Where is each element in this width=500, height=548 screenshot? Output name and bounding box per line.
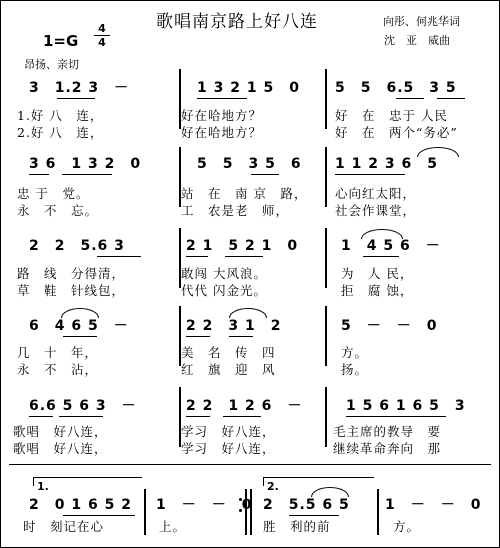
lyric-line-verse-2: 草 鞋 针线包， bbox=[17, 283, 126, 298]
notation-measure: 3 1.2 3 － bbox=[29, 80, 130, 96]
notation-measure: 2 2 3 1 2 bbox=[186, 318, 282, 334]
notation-measure: 1 1 2 3 6 5 bbox=[335, 156, 438, 172]
lyric-line-verse-2: 代代 闪金光。 bbox=[181, 283, 267, 298]
notation-measure: 1 5 6 1 6 5 3 bbox=[346, 398, 466, 414]
first-ending-number: 1. bbox=[37, 480, 49, 493]
second-ending-number: 2. bbox=[267, 480, 279, 493]
lyric-line: 胜 利的前 bbox=[263, 519, 331, 534]
lyric-line-verse-1: 好在哈地方？ bbox=[181, 108, 263, 123]
tie-mark bbox=[417, 147, 459, 157]
lyric-line-verse-1: 为 人 民， bbox=[341, 266, 414, 281]
lyric-line-verse-2: 好在哈地方？ bbox=[181, 125, 263, 140]
lyric-line-verse-2: 工 农是老 师， bbox=[181, 203, 290, 218]
barline bbox=[377, 489, 379, 535]
composer-credit: 沈 亚 威曲 bbox=[384, 34, 450, 47]
lyric-line-verse-1: 站 在 南 京 路， bbox=[181, 186, 308, 201]
lyric-line-verse-1: 1.好 八 连， bbox=[17, 108, 104, 123]
lyric-line: 方。 bbox=[393, 519, 421, 534]
tie-mark bbox=[229, 308, 267, 318]
song-title: 歌唱南京路上好八连 bbox=[156, 12, 318, 32]
performance-style: 昂扬、亲切 bbox=[24, 58, 79, 71]
lyric-line: 时 刻记在心 bbox=[23, 519, 105, 534]
key-signature: 1=G bbox=[43, 32, 79, 50]
lyric-line-verse-1: 学习 好八连， bbox=[181, 424, 276, 439]
lyric-line-verse-1: 好 在 忠于 人民 bbox=[335, 108, 448, 123]
lyric-line-verse-1: 方。 bbox=[341, 345, 369, 360]
barline bbox=[325, 387, 327, 447]
lyric-line-verse-1: 美 名 传 四 bbox=[181, 345, 276, 360]
lyric-line-verse-2: 继续革命奔向 那 bbox=[333, 441, 442, 456]
time-signature bbox=[94, 23, 110, 48]
notation-measure: 5 5 6.5 3 5 bbox=[335, 80, 457, 96]
lyric-line-verse-2: 歌唱 好八连， bbox=[13, 441, 108, 456]
divider bbox=[9, 464, 491, 465]
notation-measure: 1 － － 0 bbox=[156, 497, 253, 513]
notation-measure: 2 5.5 6 5 bbox=[263, 497, 350, 513]
lyric-line-verse-1: 心向红太阳， bbox=[335, 186, 417, 201]
notation-measure: 5 5 3 5 6 bbox=[197, 156, 302, 172]
tie-mark bbox=[311, 487, 349, 497]
lyric-line-verse-2: 社会作课堂， bbox=[335, 203, 417, 218]
lyric-line-verse-2: 永 不 忘。 bbox=[17, 203, 99, 218]
notation-measure: 6 4 6 5 － bbox=[29, 318, 129, 334]
barline bbox=[144, 489, 146, 535]
lyric-line-verse-2: 学习 好八连， bbox=[181, 441, 276, 456]
lyric-line-verse-1: 敢闯 大风浪。 bbox=[181, 266, 267, 281]
tie-mark bbox=[361, 229, 403, 239]
notation-measure: 2 2 1 2 6 － bbox=[186, 398, 303, 414]
notation-measure: 2 1 5 2 1 0 bbox=[186, 238, 299, 254]
barline bbox=[325, 306, 327, 366]
barline bbox=[325, 69, 327, 129]
tie-mark bbox=[61, 308, 99, 318]
lyric-line-verse-1: 歌唱 好八连， bbox=[13, 424, 108, 439]
lyric-line-verse-2: 红 旗 迎 风 bbox=[181, 362, 276, 377]
first-ending-bracket bbox=[33, 477, 142, 486]
notation-measure: 2 0 1 6 5 2 bbox=[29, 497, 132, 513]
lyric-line: 上。 bbox=[159, 519, 187, 534]
lyricist-credit: 向彤、何兆华词 bbox=[383, 15, 460, 28]
lyric-line-verse-2: 好 在 两个“务必” bbox=[335, 125, 458, 140]
lyric-line-verse-2: 扬。 bbox=[341, 362, 369, 377]
notation-measure: 5 － － 0 bbox=[341, 318, 438, 334]
lyric-line-verse-1: 忠 于 党。 bbox=[17, 186, 90, 201]
lyric-line-verse-2: 拒 腐 蚀， bbox=[341, 283, 414, 298]
lyric-line-verse-2: 2.好 八 连， bbox=[17, 125, 104, 140]
notation-measure: 6.6 5 6 3 － bbox=[29, 398, 137, 414]
notation-measure: 2 2 5.6 3 bbox=[29, 238, 125, 254]
notation-measure: 1 － － 0 bbox=[385, 497, 482, 513]
notation-measure: 1 4 5 6 － bbox=[341, 238, 441, 254]
lyric-line-verse-1: 毛主席的教导 要 bbox=[333, 424, 442, 439]
notation-measure: 3 6 1 3 2 0 bbox=[29, 156, 142, 172]
lyric-line-verse-1: 几 十 年， bbox=[17, 345, 99, 360]
lyric-line-verse-2: 永 不 沾， bbox=[17, 362, 99, 377]
lyric-line-verse-1: 路 线 分得清， bbox=[17, 266, 126, 281]
barline bbox=[325, 228, 327, 288]
time-signature-bottom: 4 bbox=[98, 36, 106, 49]
barline bbox=[325, 147, 327, 207]
second-ending-bracket bbox=[263, 477, 374, 486]
time-signature-top: 4 bbox=[98, 22, 106, 35]
notation-measure: 1 3 2 1 5 0 bbox=[197, 80, 300, 96]
